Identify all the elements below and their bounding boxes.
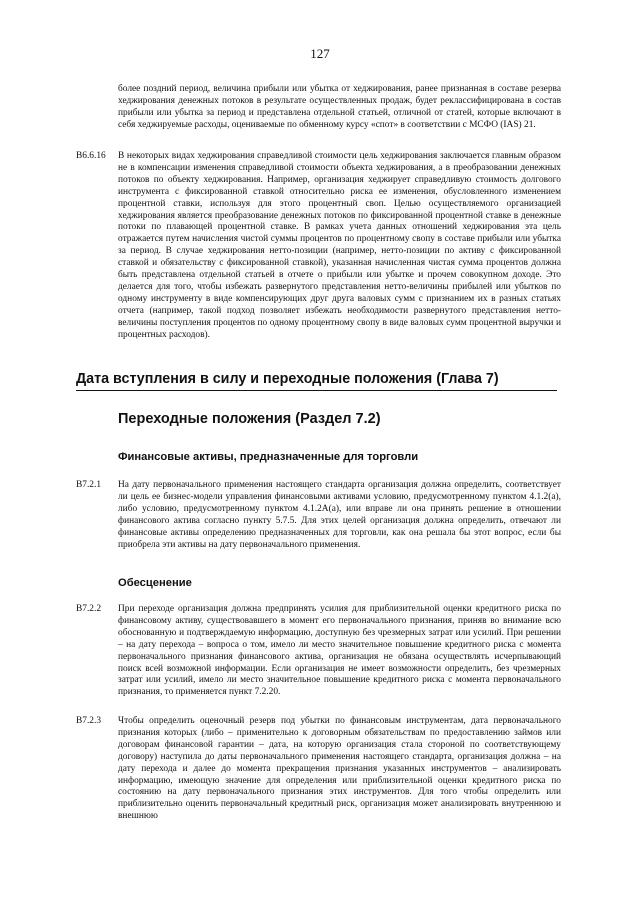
paragraph-id-b6-6-16: B6.6.16 — [76, 151, 106, 161]
chapter-heading-underline — [76, 390, 557, 391]
paragraph-b7-2-3: Чтобы определить оценочный резерв под убытки по финансовым инструментам, дата первоначального признания которых (либо – применительно к договорным обязательствам по предоставлению займов или договорам финансовой гарантии – дата, на которую организация стала стороной по соответствующему договору) наступила до даты первоначального применения настоящего стандарта, организация должна – на дату перехода и далее до момента прекращения признания указанных инструментов – анализировать информацию, имеющую значение для определения или приблизительной оценки кредитного риска по состоянию на дату первоначального признания этих инструментов. Для того чтобы определить или приблизительно оценить первоначальный кредитный риск, организация может анализировать внутреннюю и внешнюю — [118, 716, 561, 822]
subsection-heading-trading-assets: Финансовые активы, предназначенные для торговли — [118, 451, 419, 463]
paragraph-b6-6-16: В некоторых видах хеджирования справедливой стоимости цель хеджирования заключается главным образом не в компенсации изменения справедливой стоимости объекта хеджирования, а в преобразовании денежных потоков по объекту хеджирования. Например, организация хеджирует справедливую стоимость долгового инструмента с фиксированной ставкой относительно риска ее изменения, обусловленного изменением процентной ставки, используя для этого процентный своп. Целью осуществляемого организацией хеджирования является преобразование денежных потоков по фиксированной процентной ставке в денежные потоки по плавающей процентной ставке. В рамках учета данных отношений хеджирования эта цель отражается путем начисления чистой суммы процентов по процентному свопу в составе прибыли или убытка за период. В случае хеджирования нетто-позиции (например, нетто-позиции по активу с фиксированной ставкой и обязательству с фиксированной ставкой), указанная начисленная чистая сумма процентов должна быть представлена отдельной статьей в отчете о прибыли или убытке и прочем совокупном доходе. Это делается для того, чтобы избежать развернутого представления нетто-величины прибылей или убытков по одному инструменту в виде компенсирующих друг друга валовых сумм с признанием их в разных статьях отчета (например, такой подход позволяет избежать необходимости развернутого представления нетто-величины поступления процентов по одному процентному свопу в виде валовых сумм процентной выручки и процентных расходов). — [118, 151, 561, 340]
paragraph-id-b7-2-2: B7.2.2 — [76, 604, 102, 614]
paragraph-continuation: более поздний период, величина прибыли или убытка от хеджирования, ранее признанная в составе резерва хеджирования денежных потоков в результате осуществленных продаж, будет реклассифицирована в состав прибыли или убытка за период и представлена отдельной статьей, отличной от статей, которые включают в себя хеджируемые расходы, оцениваемые по обменному курсу «спот» в соответствии с МСФО (IAS) 21. — [118, 84, 561, 130]
subsection-heading-impairment: Обесценение — [118, 577, 192, 589]
page-number: 127 — [310, 46, 330, 61]
paragraph-b7-2-1: На дату первоначального применения настоящего стандарта организация должна определить, соответствует ли цель ее бизнес-модели управления финансовыми активами условию, предусмотренному пунктом 4.1.2(a), либо условию, предусмотренному пунктом 4.1.2A(a), или вправе ли она принять решение в отношении финансового актива согласно пункту 5.7.5. Для этих целей организация должна определить, отвечают ли финансовые активы определению предназначенных для торговли, как она решала бы этот вопрос, если бы приобрела эти активы на дату первоначального применения. — [118, 480, 561, 550]
section-heading: Переходные положения (Раздел 7.2) — [118, 411, 381, 427]
paragraph-b7-2-2: При переходе организация должна предпринять усилия для приблизительной оценки кредитного риска по финансовому активу, существовавшего в момент его первоначального признания, приняв во внимание всю обоснованную и подтверждаемую информацию, доступную без чрезмерных затрат или усилий. При решении – на дату перехода – вопроса о том, имело ли место значительное повышение кредитного риска с момента первоначального признания финансового актива, организация не обязана осуществлять исчерпывающий поиск всей возможной информации. Если организация не имеет возможности определить, без чрезмерных затрат или усилий, имело ли место значительное повышение кредитного риска с момента первоначального признания, то применяется пункт 7.2.20. — [118, 604, 561, 698]
paragraph-id-b7-2-3: B7.2.3 — [76, 716, 102, 726]
chapter-heading: Дата вступления в силу и переходные положения (Глава 7) — [76, 371, 499, 387]
paragraph-id-b7-2-1: B7.2.1 — [76, 480, 102, 490]
